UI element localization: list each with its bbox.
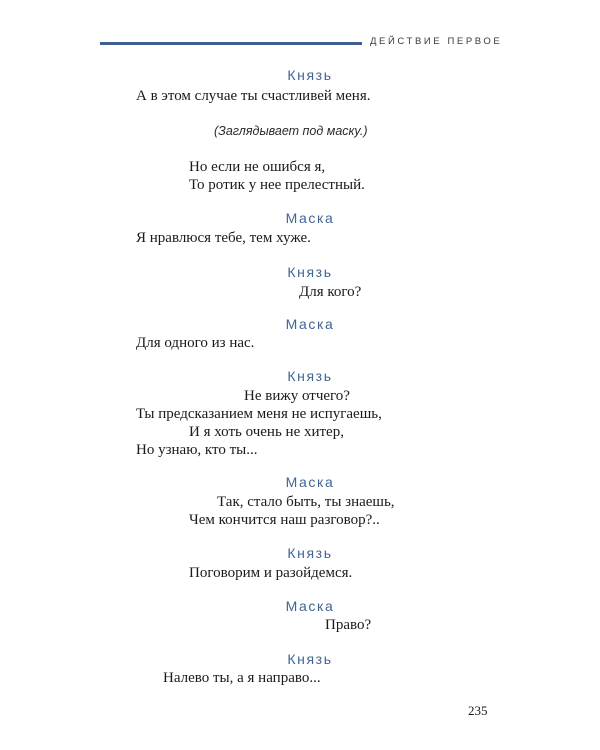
stage-direction: (Заглядывает под маску.)	[214, 124, 368, 138]
speaker-name: Князь	[287, 545, 333, 561]
verse-line: Для одного из нас.	[136, 335, 255, 351]
verse-line: Налево ты, а я направо...	[163, 670, 321, 686]
verse-line: Для кого?	[299, 284, 362, 300]
speaker-name: Маска	[285, 210, 335, 226]
speaker-name: Маска	[285, 316, 335, 332]
verse-line: Чем кончится наш разговор?..	[189, 512, 380, 528]
speaker-name: Князь	[287, 651, 333, 667]
page-number: 235	[468, 703, 488, 718]
speaker-name: Князь	[287, 67, 333, 83]
speaker-name: Князь	[287, 368, 333, 384]
verse-line: Право?	[325, 617, 372, 633]
verse-line: То ротик у нее прелестный.	[189, 177, 365, 193]
verse-line: А в этом случае ты счастливей меня.	[136, 88, 371, 104]
verse-line: Я нравлюся тебе, тем хуже.	[136, 230, 311, 246]
speaker-name: Князь	[287, 264, 333, 280]
verse-line: Не вижу отчего?	[244, 388, 350, 404]
verse-line: Поговорим и разойдемся.	[189, 565, 353, 581]
running-head: ДЕЙСТВИЕ ПЕРВОЕ	[370, 36, 503, 47]
verse-line: Ты предсказанием меня не испугаешь,	[136, 406, 382, 422]
verse-line: Так, стало быть, ты знаешь,	[217, 494, 395, 510]
verse-line: Но узнаю, кто ты...	[136, 442, 258, 458]
speaker-name: Маска	[285, 474, 335, 490]
header-rule	[100, 42, 362, 45]
speaker-name: Маска	[285, 598, 335, 614]
verse-line: И я хоть очень не хитер,	[189, 424, 344, 440]
verse-line: Но если не ошибся я,	[189, 159, 326, 175]
